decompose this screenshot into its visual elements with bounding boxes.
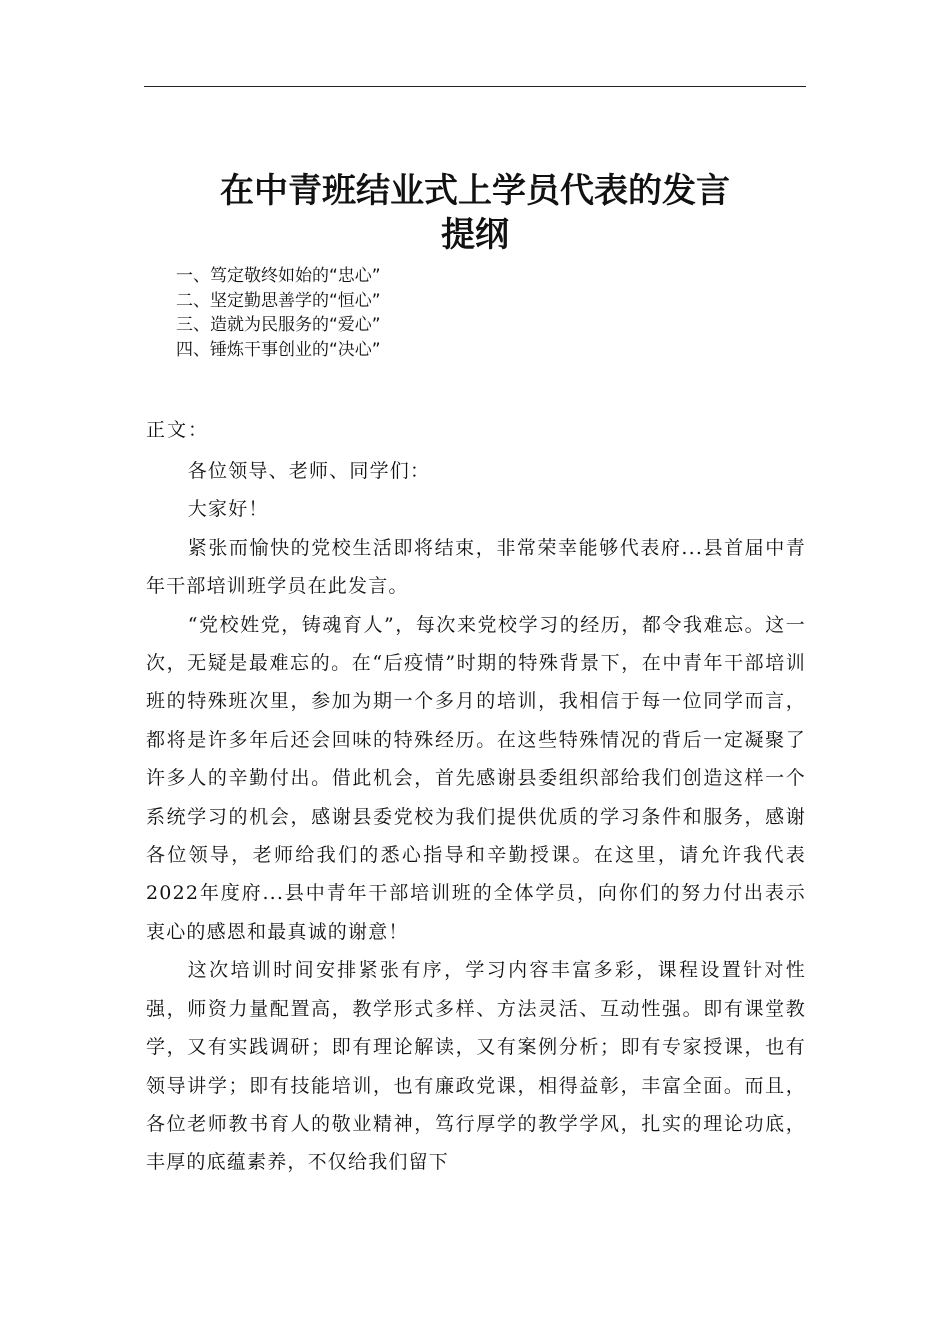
outline-item: 三、造就为民服务的“爱心” (176, 315, 381, 335)
document-title-line2: 提纲 (441, 215, 509, 255)
paragraph: 紧张而愉快的党校生活即将结束，非常荣幸能够代表府...县首届中青年干部培训班学员在此发言。 (146, 536, 806, 598)
outline-list (176, 264, 381, 362)
outline-item: 四、锤炼干事创业的“决心” (176, 339, 381, 360)
header-rule (144, 86, 806, 87)
outline-item: 二、坚定勤思善学的“恒心” (176, 290, 381, 311)
body-label: 正文： (146, 419, 210, 441)
paragraph: 这次培训时间安排紧张有序，学习内容丰富多彩，课程设置针对性强，师资力量配置高，教学形式多样、方法灵活、互动性强。即有课堂教学，又有实践调研；即有理论解读，又有案例分析；即有专家授课，也有领导讲学；即有技能培训，也有廉政党课，相得益彰，丰富全面。而且，各位老师教书育人的敬业精神，笃行厚学的教学学风，扎实的理论功底，丰厚的底蕴素养，不仅给我们留下 (146, 959, 806, 1174)
salutation: 各位领导、老师、同学们： (187, 460, 431, 482)
outline-item: 一、笃定敬终如始的“忠心” (176, 266, 381, 286)
body-text (146, 452, 806, 1182)
document-title: 在中青班结业式上学员代表的发言 (220, 171, 730, 211)
paragraph: “党校姓党，铸魂育人”，每次来党校学习的经历，都令我难忘。这一次，无疑是最难忘的。在“后疫情”时期的特殊背景下，在中青年干部培训班的特殊班次里，参加为期一个多月的培训，我相信于每一位同学而言，都将是许多年后还会回味的特殊经历。在这些特殊情况的背后一定凝聚了许多人的辛勤付出。借此机会，首先感谢县委组织部给我们创造这样一个系统学习的机会，感谢县委党校为我们提供优质的学习条件和服务，感谢各位领导，老师给我们的悉心指导和辛勤授课。在这里，请允许我代表2022年度府...县中青年干部培训班的全体学员，向你们的努力付出表示衷心的感恩和最真诚的谢意！ (146, 613, 806, 943)
greeting: 大家好！ (187, 498, 269, 521)
